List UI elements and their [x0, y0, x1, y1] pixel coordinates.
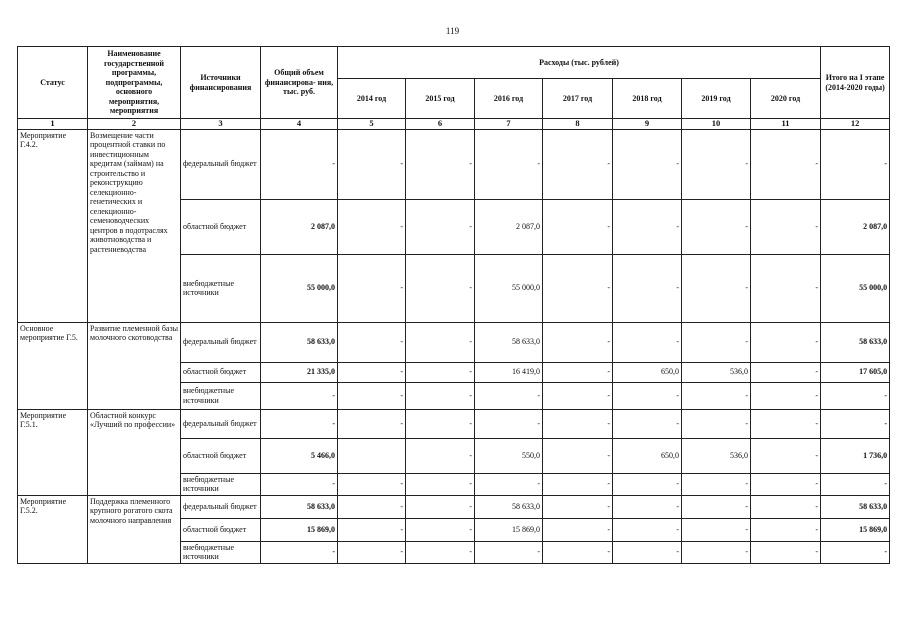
total-volume-cell: - — [261, 473, 338, 495]
year-value-cell: - — [475, 129, 543, 199]
year-value-cell: - — [751, 409, 821, 438]
page-number: 119 — [445, 26, 460, 36]
header-sources: Источники финансирования — [181, 47, 261, 119]
column-number: 7 — [475, 119, 543, 130]
year-value-cell: - — [682, 254, 751, 322]
year-value-cell: 15 869,0 — [475, 518, 543, 541]
table-row — [18, 495, 890, 518]
budget-table — [17, 46, 890, 564]
column-number: 6 — [406, 119, 475, 130]
year-value-cell: - — [406, 322, 475, 362]
header-name: Наименование государственной программы, подпрограммы, основного мероприятия, мероприятия — [88, 47, 181, 119]
year-value-cell: 550,0 — [475, 438, 543, 473]
year-value-cell: - — [475, 541, 543, 563]
header-year: 2018 год — [613, 79, 682, 119]
event-name-cell: Областной конкурс «Лучший по профессии» — [88, 409, 181, 495]
stage-total-cell: 15 869,0 — [821, 518, 890, 541]
header-status: Статус — [18, 47, 88, 119]
stage-total-cell: 1 736,0 — [821, 438, 890, 473]
column-number: 1 — [18, 119, 88, 130]
year-value-cell: 58 633,0 — [475, 322, 543, 362]
column-number: 11 — [751, 119, 821, 130]
funding-source-cell: федеральный бюджет — [181, 129, 261, 199]
year-value-cell: - — [682, 518, 751, 541]
year-value-cell: 55 000,0 — [475, 254, 543, 322]
stage-total-cell: - — [821, 541, 890, 563]
year-value-cell: - — [543, 199, 613, 254]
year-value-cell: - — [751, 362, 821, 382]
year-value-cell: - — [682, 473, 751, 495]
funding-source-cell: областной бюджет — [181, 199, 261, 254]
total-volume-cell: - — [261, 129, 338, 199]
year-value-cell: - — [475, 382, 543, 409]
header-stage-total: Итого на I этапе (2014-2020 годы) — [821, 47, 890, 119]
year-value-cell: - — [543, 541, 613, 563]
year-value-cell: - — [613, 199, 682, 254]
year-value-cell: - — [338, 495, 406, 518]
header-year: 2019 год — [682, 79, 751, 119]
year-value-cell: 16 419,0 — [475, 362, 543, 382]
funding-source-cell: федеральный бюджет — [181, 495, 261, 518]
year-value-cell: - — [338, 473, 406, 495]
year-value-cell: - — [682, 409, 751, 438]
year-value-cell: - — [475, 473, 543, 495]
year-value-cell: - — [406, 541, 475, 563]
column-number: 8 — [543, 119, 613, 130]
year-value-cell: - — [406, 495, 475, 518]
year-value-cell: - — [338, 362, 406, 382]
column-number: 12 — [821, 119, 890, 130]
year-value-cell: - — [751, 199, 821, 254]
event-name-cell: Развитие племенной базы молочного скотоводства — [88, 322, 181, 409]
header-expenses: Расходы (тыс. рублей) — [338, 47, 821, 79]
year-value-cell: - — [751, 254, 821, 322]
year-value-cell: - — [406, 362, 475, 382]
year-value-cell: - — [406, 518, 475, 541]
year-value-cell: - — [613, 541, 682, 563]
column-number: 5 — [338, 119, 406, 130]
year-value-cell: - — [338, 541, 406, 563]
total-volume-cell: - — [261, 541, 338, 563]
column-number: 9 — [613, 119, 682, 130]
year-value-cell: - — [406, 382, 475, 409]
column-number: 4 — [261, 119, 338, 130]
total-volume-cell: 2 087,0 — [261, 199, 338, 254]
year-value-cell — [338, 438, 406, 473]
year-value-cell: - — [406, 199, 475, 254]
year-value-cell: - — [613, 473, 682, 495]
status-cell: Мероприятие Г.4.2. — [18, 129, 88, 322]
table-row — [18, 322, 890, 362]
total-volume-cell: 58 633,0 — [261, 495, 338, 518]
year-value-cell: - — [338, 382, 406, 409]
year-value-cell: - — [751, 518, 821, 541]
funding-source-cell: федеральный бюджет — [181, 322, 261, 362]
total-volume-cell: 55 000,0 — [261, 254, 338, 322]
column-number: 10 — [682, 119, 751, 130]
year-value-cell: - — [406, 409, 475, 438]
year-value-cell: - — [751, 495, 821, 518]
year-value-cell: - — [751, 129, 821, 199]
year-value-cell: - — [543, 322, 613, 362]
header-year: 2020 год — [751, 79, 821, 119]
year-value-cell: 650,0 — [613, 438, 682, 473]
total-volume-cell: - — [261, 382, 338, 409]
year-value-cell: - — [406, 438, 475, 473]
funding-source-cell: внебюджетные источники — [181, 541, 261, 563]
table-row — [18, 409, 890, 438]
funding-source-cell: областной бюджет — [181, 438, 261, 473]
funding-source-cell: внебюджетные источники — [181, 254, 261, 322]
stage-total-cell: 55 000,0 — [821, 254, 890, 322]
year-value-cell: - — [543, 382, 613, 409]
year-value-cell: - — [613, 382, 682, 409]
year-value-cell: - — [406, 473, 475, 495]
total-volume-cell: 21 335,0 — [261, 362, 338, 382]
table-row — [18, 129, 890, 199]
year-value-cell: 58 633,0 — [475, 495, 543, 518]
stage-total-cell: - — [821, 473, 890, 495]
year-value-cell: - — [475, 409, 543, 438]
year-value-cell: - — [543, 473, 613, 495]
year-value-cell: - — [543, 409, 613, 438]
event-name-cell: Возмещение части процентной ставки по инвестиционным кредитам (займам) на строительство и реконструкцию селекционно-генетических и селекционно-семеноводческих центров в подотраслях животноводства и растениеводства — [88, 129, 181, 322]
funding-source-cell: внебюджетные источники — [181, 473, 261, 495]
year-value-cell: - — [543, 362, 613, 382]
year-value-cell: 536,0 — [682, 438, 751, 473]
year-value-cell: - — [613, 495, 682, 518]
stage-total-cell: 58 633,0 — [821, 322, 890, 362]
status-cell: Мероприятие Г.5.2. — [18, 495, 88, 563]
year-value-cell: - — [338, 518, 406, 541]
year-value-cell: - — [613, 518, 682, 541]
year-value-cell: - — [751, 541, 821, 563]
header-total-volume: Общий объем финансирова- ния, тыс. руб. — [261, 47, 338, 119]
year-value-cell: - — [338, 199, 406, 254]
year-value-cell: - — [613, 129, 682, 199]
year-value-cell: - — [338, 254, 406, 322]
column-number: 3 — [181, 119, 261, 130]
funding-source-cell: внебюджетные источники — [181, 382, 261, 409]
total-volume-cell: 58 633,0 — [261, 322, 338, 362]
funding-source-cell: областной бюджет — [181, 518, 261, 541]
header-year: 2014 год — [338, 79, 406, 119]
year-value-cell: 650,0 — [613, 362, 682, 382]
column-number: 2 — [88, 119, 181, 130]
year-value-cell: - — [613, 322, 682, 362]
year-value-cell: - — [751, 322, 821, 362]
year-value-cell: - — [543, 495, 613, 518]
year-value-cell: - — [751, 382, 821, 409]
year-value-cell: 536,0 — [682, 362, 751, 382]
year-value-cell: - — [682, 199, 751, 254]
year-value-cell: - — [751, 438, 821, 473]
year-value-cell: - — [338, 322, 406, 362]
stage-total-cell: - — [821, 382, 890, 409]
header-year: 2016 год — [475, 79, 543, 119]
stage-total-cell: - — [821, 409, 890, 438]
year-value-cell: - — [682, 495, 751, 518]
event-name-cell: Поддержка племенного крупного рогатого скота молочного направления — [88, 495, 181, 563]
year-value-cell: - — [682, 541, 751, 563]
total-volume-cell: 15 869,0 — [261, 518, 338, 541]
year-value-cell: - — [406, 129, 475, 199]
stage-total-cell: 58 633,0 — [821, 495, 890, 518]
year-value-cell: - — [338, 129, 406, 199]
header-year: 2017 год — [543, 79, 613, 119]
total-volume-cell: - — [261, 409, 338, 438]
year-value-cell: - — [543, 129, 613, 199]
status-cell: Основное мероприятие Г.5. — [18, 322, 88, 409]
year-value-cell: - — [543, 518, 613, 541]
year-value-cell: - — [338, 409, 406, 438]
year-value-cell: - — [613, 254, 682, 322]
year-value-cell: - — [751, 473, 821, 495]
year-value-cell: - — [682, 129, 751, 199]
year-value-cell: - — [682, 322, 751, 362]
stage-total-cell: 2 087,0 — [821, 199, 890, 254]
funding-source-cell: областной бюджет — [181, 362, 261, 382]
year-value-cell: 2 087,0 — [475, 199, 543, 254]
year-value-cell: - — [406, 254, 475, 322]
total-volume-cell: 5 466,0 — [261, 438, 338, 473]
stage-total-cell: 17 605,0 — [821, 362, 890, 382]
year-value-cell: - — [682, 382, 751, 409]
header-year: 2015 год — [406, 79, 475, 119]
year-value-cell: - — [543, 438, 613, 473]
funding-source-cell: федеральный бюджет — [181, 409, 261, 438]
status-cell: Мероприятие Г.5.1. — [18, 409, 88, 495]
year-value-cell: - — [543, 254, 613, 322]
year-value-cell: - — [613, 409, 682, 438]
stage-total-cell: - — [821, 129, 890, 199]
